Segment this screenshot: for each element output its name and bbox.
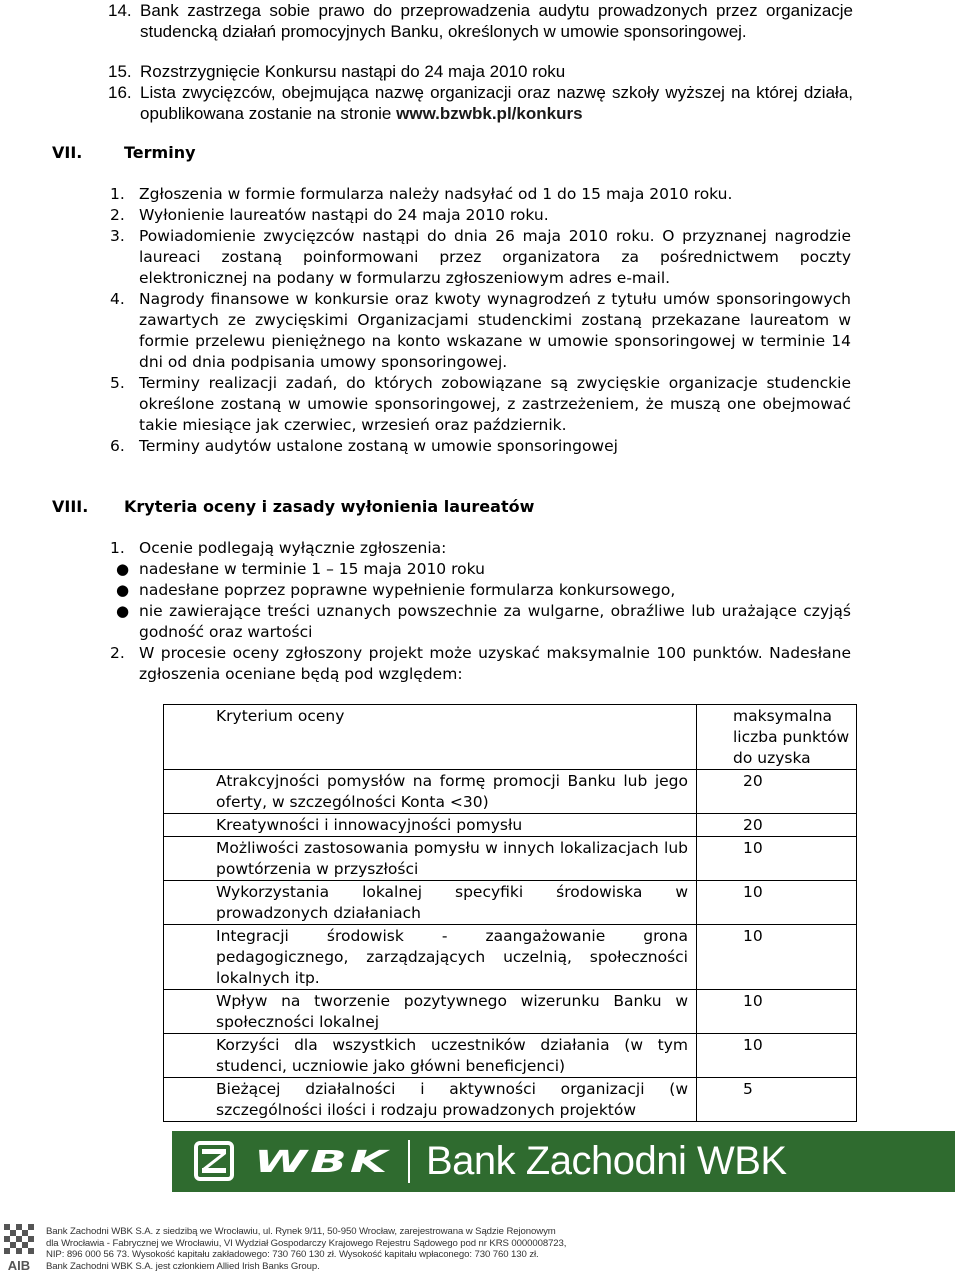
item-text: Ocenie podlegają wyłącznie zgłoszenia: — [139, 539, 447, 557]
table-row — [164, 881, 857, 925]
item-text: Powiadomienie zwycięzców nastąpi do dnia 26 maja 2010 roku. O przyznanej nagrodzie laureaci zostaną poinformowani przez organizatora za pośrednictwem poczty elektronicznej na podany w formularzu zgłoszeniowym adres e-mail. — [139, 227, 851, 287]
item-number: 6. — [110, 437, 125, 455]
wbk-wordmark: WBK — [254, 1145, 391, 1180]
list-item — [110, 538, 851, 559]
list-item — [108, 0, 853, 42]
list-item — [108, 82, 853, 124]
points-cell: 20 — [697, 770, 857, 814]
bullet-item — [110, 580, 851, 601]
points-cell: 20 — [697, 814, 857, 837]
bullet-item — [110, 601, 851, 643]
bullet-text: nie zawierające treści uznanych powszechnie za wulgarne, obraźliwe lub urażające czyjąś godność oraz wartości — [139, 602, 851, 641]
list-item — [110, 205, 851, 226]
criterion-cell: Wykorzystania lokalnej specyfiki środowiska w prowadzonych działaniach — [164, 881, 697, 925]
item-text: Nagrody finansowe w konkursie oraz kwoty wynagrodzeń z tytułu umów sponsoringowych zawartych ze zwycięskimi Organizacjami studenckimi zostaną przekazane laureatom w formie przelewu pieniężnego na konto wskazane w umowie sponsoringowej w terminie 14 dni od dnia podpisania umowy sponsoringowej. — [139, 290, 851, 371]
item-number: 14. — [108, 1, 132, 20]
item-text: Bank zastrzega sobie prawo do przeprowadzenia audytu prowadzonych przez organizacje studencką działań promocyjnych Banku, określonych w umowie sponsoringowej. — [140, 1, 853, 41]
kryteria-item-1 — [110, 538, 851, 559]
item-text — [140, 82, 853, 124]
list-item — [108, 61, 853, 82]
list-item — [110, 289, 851, 373]
table-row — [164, 925, 857, 990]
bullet-text: nadesłane poprzez poprawne wypełnienie formularza konkursowego, — [139, 581, 676, 599]
list-item — [110, 226, 851, 289]
item-text: Wyłonienie laureatów nastąpi do 24 maja 2010 roku. — [139, 206, 549, 224]
points-cell: 10 — [697, 1034, 857, 1078]
table-row — [164, 990, 857, 1034]
header-points: maksymalna liczba punktów do uzyska — [697, 705, 857, 770]
points-cell: 10 — [697, 925, 857, 990]
aib-logo-icon — [2, 1224, 36, 1274]
item-number: 3. — [110, 227, 125, 245]
section-title: Kryteria oceny i zasady wyłonienia laureatów — [124, 497, 535, 516]
table-row — [164, 1078, 857, 1122]
table-row — [164, 814, 857, 837]
item-number: 2. — [110, 206, 125, 224]
list-item — [110, 436, 851, 457]
item-number: 1. — [110, 185, 125, 203]
points-cell: 10 — [697, 837, 857, 881]
criterion-cell: Atrakcyjności pomysłów na formę promocji Banku lub jego oferty, w szczególności Konta <30) — [164, 770, 697, 814]
criterion-cell: Kreatywności i innowacyjności pomysłu — [164, 814, 697, 837]
criterion-cell: Możliwości zastosowania pomysłu w innych lokalizacjach lub powtórzenia w przyszłości — [164, 837, 697, 881]
item-number: 16. — [108, 83, 132, 102]
footer-line: dla Wrocławia - Fabrycznej we Wrocławiu, VI Wydział Gospodarczy Krajowego Rejestru Sądowego pod nr KRS 0000008723, — [46, 1237, 567, 1249]
table-row — [164, 837, 857, 881]
list-item — [110, 184, 851, 205]
bullet-text: nadesłane w terminie 1 – 15 maja 2010 roku — [139, 560, 485, 578]
bullet-list — [110, 559, 851, 643]
item-text: Terminy realizacji zadań, do których zobowiązane są zwycięskie organizacje studenckie określone zostaną w umowie sponsoringowej, z zastrzeżeniem, że muszą one obejmować takie miesiące jak czerwiec, wrzesień oraz październik. — [139, 374, 851, 434]
item-number: 2. — [110, 644, 125, 662]
points-cell: 10 — [697, 990, 857, 1034]
section-number: VIII. — [52, 497, 89, 516]
header-criterion: Kryterium oceny — [164, 705, 697, 770]
section-number: VII. — [52, 143, 83, 162]
item-text: W procesie oceny zgłoszony projekt może uzyskać maksymalnie 100 punktów. Nadesłane zgłoszenia oceniane będą pod względem: — [139, 644, 851, 683]
item-text: Rozstrzygnięcie Konkursu nastąpi do 24 maja 2010 roku — [140, 62, 566, 81]
aib-logo-text: AIB — [7, 1258, 31, 1273]
section-title: Terminy — [124, 143, 196, 162]
item-text: Zgłoszenia w formie formularza należy nadsyłać od 1 do 15 maja 2010 roku. — [139, 185, 733, 203]
list-item — [110, 643, 851, 685]
bullet-icon: ● — [116, 560, 130, 578]
footer-line: NIP: 896 000 56 73. Wysokość kapitału zakładowego: 730 760 130 zł. Wysokość kapitału wpłaconego: 730 760 130 zł. — [46, 1249, 539, 1261]
bank-banner — [172, 1131, 955, 1192]
item-number: 1. — [110, 539, 125, 557]
terminy-list — [110, 184, 851, 457]
list-item — [110, 373, 851, 436]
criterion-cell: Korzyści dla wszystkich uczestników działania (w tym studenci, uczniowie jako główni beneficjenci) — [164, 1034, 697, 1078]
footer-legal-text — [46, 1226, 566, 1272]
item-number: 15. — [108, 62, 132, 81]
kryteria-item-2 — [110, 643, 851, 685]
bank-name: Bank Zachodni WBK — [426, 1139, 787, 1183]
footer-line: Bank Zachodni WBK S.A. z siedzibą we Wrocławiu, ul. Rynek 9/11, 50-950 Wrocław, zarejestrowana w Sądzie Rejonowym — [46, 1226, 556, 1237]
item-number: 4. — [110, 290, 125, 308]
item-text-body: Lista zwycięzców, obejmująca nazwę organizacji oraz nazwę szkoły wyższej na której działa, opublikowana zostanie na stronie — [140, 83, 853, 123]
konkurs-link[interactable]: www.bzwbk.pl/konkurs — [396, 104, 583, 123]
bullet-item — [110, 559, 851, 580]
criterion-cell: Wpływ na tworzenie pozytywnego wizerunku Banku w społeczności lokalnej — [164, 990, 697, 1034]
item-text: Terminy audytów ustalone zostaną w umowie sponsoringowej — [139, 437, 618, 455]
bullet-icon: ● — [116, 581, 130, 599]
footer-line: Bank Zachodni WBK S.A. jest członkiem Allied Irish Banks Group. — [46, 1260, 320, 1272]
item-number: 5. — [110, 374, 125, 392]
criterion-cell: Integracji środowisk - zaangażowanie grona pedagogicznego, zarządzających uczelnią, społeczności lokalnych itp. — [164, 925, 697, 990]
table-row — [164, 770, 857, 814]
bank-logo-icon — [194, 1141, 234, 1181]
criterion-cell: Bieżącej działalności i aktywności organizacji (w szczególności ilości i rodzaju prowadzonych projektów — [164, 1078, 697, 1122]
points-cell: 10 — [697, 881, 857, 925]
points-cell: 5 — [697, 1078, 857, 1122]
table-row — [164, 1034, 857, 1078]
banner-divider — [408, 1140, 410, 1183]
table-header-row — [164, 705, 857, 770]
bullet-icon: ● — [116, 602, 130, 620]
criteria-table — [163, 704, 857, 1122]
